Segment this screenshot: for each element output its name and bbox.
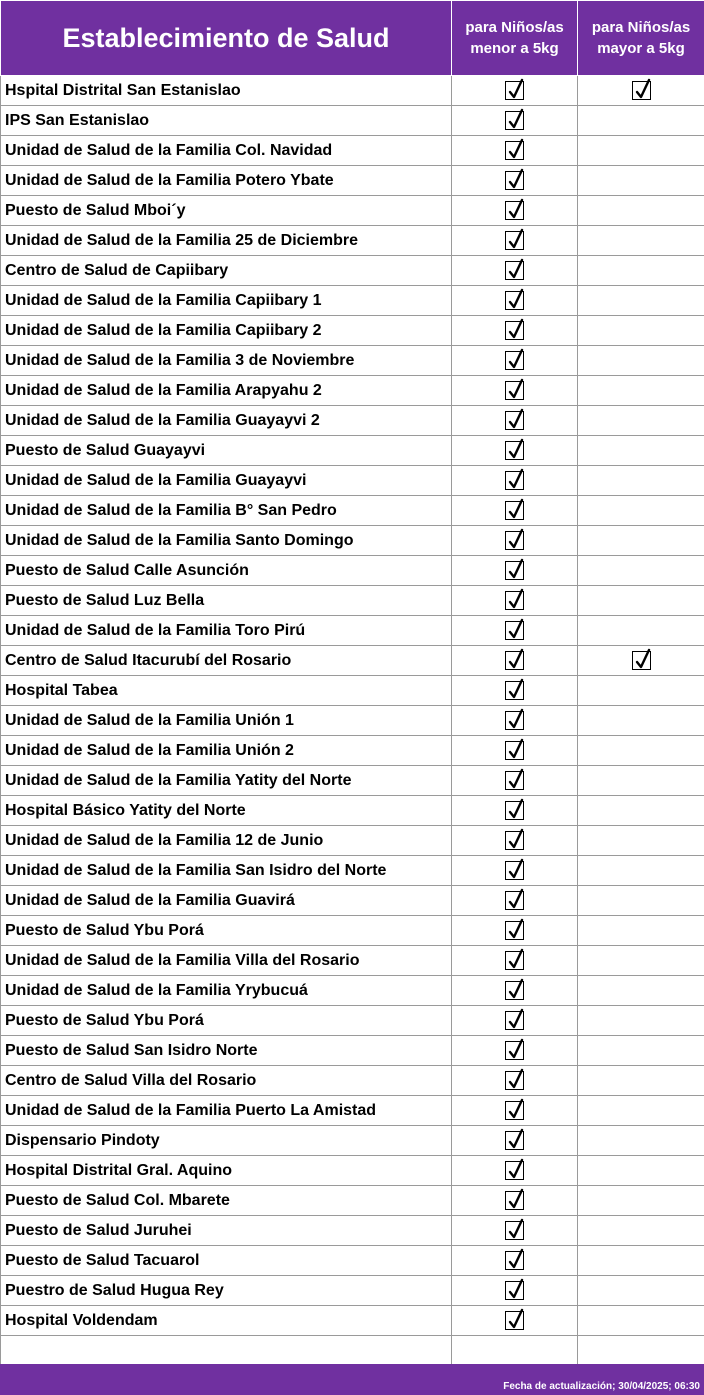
cell-mayor-5kg bbox=[578, 226, 704, 256]
cell-menor-5kg bbox=[452, 676, 578, 706]
cell-menor-5kg bbox=[452, 406, 578, 436]
cell-menor-5kg bbox=[452, 1186, 578, 1216]
checkbox-checked-icon bbox=[505, 891, 524, 910]
checkbox-checked-icon bbox=[505, 411, 524, 430]
cell-menor-5kg bbox=[452, 946, 578, 976]
checkbox-checked-icon bbox=[505, 81, 524, 100]
cell-menor-5kg bbox=[452, 1126, 578, 1156]
cell-menor-5kg bbox=[452, 1306, 578, 1336]
establishment-name: Unidad de Salud de la Familia Yatity del Norte bbox=[1, 766, 452, 796]
table-row bbox=[1, 616, 704, 646]
cell-menor-5kg bbox=[452, 706, 578, 736]
cell-mayor-5kg bbox=[578, 946, 704, 976]
checkbox-checked-icon bbox=[505, 1221, 524, 1240]
cell-mayor-5kg bbox=[578, 856, 704, 886]
cell-mayor-5kg bbox=[578, 1216, 704, 1246]
establishment-name: Unidad de Salud de la Familia Guayayvi bbox=[1, 466, 452, 496]
checkbox-checked-icon bbox=[505, 351, 524, 370]
establishment-name: Hospital Distrital Gral. Aquino bbox=[1, 1156, 452, 1186]
table-row bbox=[1, 526, 704, 556]
cell-menor-5kg bbox=[452, 886, 578, 916]
establishment-name: Unidad de Salud de la Familia Santo Domingo bbox=[1, 526, 452, 556]
table-row bbox=[1, 826, 704, 856]
checkbox-checked-icon bbox=[505, 681, 524, 700]
cell-mayor-5kg bbox=[578, 1246, 704, 1276]
establishment-name: Unidad de Salud de la Familia Arapyahu 2 bbox=[1, 376, 452, 406]
table-row bbox=[1, 1276, 704, 1306]
cell-menor-5kg bbox=[452, 1066, 578, 1096]
checkbox-checked-icon bbox=[505, 201, 524, 220]
checkbox-checked-icon bbox=[505, 171, 524, 190]
cell-mayor-5kg bbox=[578, 346, 704, 376]
checkbox-checked-icon bbox=[505, 291, 524, 310]
header-col-mayor-line2: mayor a 5kg bbox=[597, 40, 685, 57]
checkbox-checked-icon bbox=[505, 861, 524, 880]
checkbox-checked-icon bbox=[505, 741, 524, 760]
cell-mayor-5kg bbox=[578, 436, 704, 466]
cell-mayor-5kg bbox=[578, 376, 704, 406]
cell-menor-5kg bbox=[452, 1246, 578, 1276]
cell-mayor-5kg bbox=[578, 406, 704, 436]
establishment-name: Unidad de Salud de la Familia Potero Ybate bbox=[1, 166, 452, 196]
cell-mayor-5kg bbox=[578, 1006, 704, 1036]
footer-update-date: Fecha de actualización; 30/04/2025; 06:30 bbox=[503, 1381, 700, 1392]
empty-cell bbox=[452, 1336, 578, 1366]
establishment-name: Puesto de Salud Calle Asunción bbox=[1, 556, 452, 586]
table-row bbox=[1, 406, 704, 436]
establishment-name: Hospital Básico Yatity del Norte bbox=[1, 796, 452, 826]
cell-menor-5kg bbox=[452, 526, 578, 556]
establishment-name: Puesto de Salud San Isidro Norte bbox=[1, 1036, 452, 1066]
checkbox-checked-icon bbox=[505, 441, 524, 460]
cell-menor-5kg bbox=[452, 826, 578, 856]
cell-mayor-5kg bbox=[578, 1036, 704, 1066]
cell-menor-5kg bbox=[452, 616, 578, 646]
checkbox-checked-icon bbox=[505, 471, 524, 490]
cell-mayor-5kg bbox=[578, 136, 704, 166]
checkbox-checked-icon bbox=[505, 651, 524, 670]
table-row bbox=[1, 1306, 704, 1336]
cell-menor-5kg bbox=[452, 1276, 578, 1306]
table-row bbox=[1, 496, 704, 526]
cell-mayor-5kg bbox=[578, 76, 704, 106]
establishment-name: Centro de Salud Itacurubí del Rosario bbox=[1, 646, 452, 676]
cell-mayor-5kg bbox=[578, 256, 704, 286]
table-row bbox=[1, 1186, 704, 1216]
establishment-name: Puesto de Salud Guayayvi bbox=[1, 436, 452, 466]
checkbox-checked-icon bbox=[632, 651, 651, 670]
checkbox-checked-icon bbox=[505, 591, 524, 610]
header-col-menor-line2: menor a 5kg bbox=[470, 40, 559, 57]
establishment-name: Puesto de Salud Col. Mbarete bbox=[1, 1186, 452, 1216]
cell-menor-5kg bbox=[452, 496, 578, 526]
table-row bbox=[1, 1066, 704, 1096]
establishment-name: Unidad de Salud de la Familia Unión 2 bbox=[1, 736, 452, 766]
cell-mayor-5kg bbox=[578, 766, 704, 796]
cell-mayor-5kg bbox=[578, 1126, 704, 1156]
table-row bbox=[1, 1156, 704, 1186]
checkbox-checked-icon bbox=[505, 1281, 524, 1300]
cell-mayor-5kg bbox=[578, 796, 704, 826]
establishment-name: Unidad de Salud de la Familia Puerto La Amistad bbox=[1, 1096, 452, 1126]
cell-mayor-5kg bbox=[578, 886, 704, 916]
cell-mayor-5kg bbox=[578, 286, 704, 316]
cell-mayor-5kg bbox=[578, 1306, 704, 1336]
cell-menor-5kg bbox=[452, 436, 578, 466]
establishment-name: Puestro de Salud Hugua Rey bbox=[1, 1276, 452, 1306]
cell-mayor-5kg bbox=[578, 1156, 704, 1186]
checkbox-checked-icon bbox=[632, 81, 651, 100]
table-row bbox=[1, 1216, 704, 1246]
checkbox-checked-icon bbox=[505, 1251, 524, 1270]
cell-mayor-5kg bbox=[578, 916, 704, 946]
checkbox-checked-icon bbox=[505, 1191, 524, 1210]
checkbox-checked-icon bbox=[505, 981, 524, 1000]
cell-mayor-5kg bbox=[578, 706, 704, 736]
table-row bbox=[1, 916, 704, 946]
table-row bbox=[1, 796, 704, 826]
checkbox-checked-icon bbox=[505, 1041, 524, 1060]
cell-menor-5kg bbox=[452, 346, 578, 376]
cell-menor-5kg bbox=[452, 736, 578, 766]
establishment-name: Unidad de Salud de la Familia Yrybucuá bbox=[1, 976, 452, 1006]
table-row bbox=[1, 316, 704, 346]
table-row bbox=[1, 286, 704, 316]
table-row bbox=[1, 586, 704, 616]
cell-mayor-5kg bbox=[578, 556, 704, 586]
table-row bbox=[1, 256, 704, 286]
checkbox-checked-icon bbox=[505, 951, 524, 970]
establishment-name: Puesto de Salud Tacuarol bbox=[1, 1246, 452, 1276]
header-title: Establecimiento de Salud bbox=[1, 1, 452, 76]
establishment-name: Centro de Salud de Capiibary bbox=[1, 256, 452, 286]
establishment-name: Puesto de Salud Juruhei bbox=[1, 1216, 452, 1246]
checkbox-checked-icon bbox=[505, 141, 524, 160]
cell-mayor-5kg bbox=[578, 526, 704, 556]
establishment-name: Centro de Salud Villa del Rosario bbox=[1, 1066, 452, 1096]
establishment-name: Unidad de Salud de la Familia Col. Navidad bbox=[1, 136, 452, 166]
table-row bbox=[1, 676, 704, 706]
cell-menor-5kg bbox=[452, 226, 578, 256]
establishment-name: Puesto de Salud Mboi´y bbox=[1, 196, 452, 226]
checkbox-checked-icon bbox=[505, 711, 524, 730]
checkbox-checked-icon bbox=[505, 381, 524, 400]
cell-menor-5kg bbox=[452, 196, 578, 226]
empty-row bbox=[1, 1336, 704, 1366]
table-row bbox=[1, 76, 704, 106]
cell-menor-5kg bbox=[452, 856, 578, 886]
cell-menor-5kg bbox=[452, 136, 578, 166]
cell-menor-5kg bbox=[452, 1156, 578, 1186]
cell-mayor-5kg bbox=[578, 466, 704, 496]
table-row bbox=[1, 886, 704, 916]
table-row bbox=[1, 106, 704, 136]
establishment-name: Unidad de Salud de la Familia San Isidro del Norte bbox=[1, 856, 452, 886]
checkbox-checked-icon bbox=[505, 231, 524, 250]
table-row bbox=[1, 226, 704, 256]
cell-mayor-5kg bbox=[578, 106, 704, 136]
establishment-name: Unidad de Salud de la Familia 12 de Junio bbox=[1, 826, 452, 856]
header-col-menor bbox=[452, 1, 578, 76]
checkbox-checked-icon bbox=[505, 801, 524, 820]
header-col-mayor-line1: para Niños/as bbox=[591, 19, 691, 36]
header-col-menor-line1: para Niños/as bbox=[465, 19, 564, 36]
cell-mayor-5kg bbox=[578, 496, 704, 526]
table-row bbox=[1, 136, 704, 166]
cell-mayor-5kg bbox=[578, 586, 704, 616]
cell-menor-5kg bbox=[452, 646, 578, 676]
establishment-name: Puesto de Salud Ybu Porá bbox=[1, 916, 452, 946]
table-row bbox=[1, 646, 704, 676]
checkbox-checked-icon bbox=[505, 771, 524, 790]
cell-menor-5kg bbox=[452, 376, 578, 406]
empty-cell bbox=[1, 1336, 452, 1366]
cell-menor-5kg bbox=[452, 556, 578, 586]
table-row bbox=[1, 436, 704, 466]
establishment-name: Unidad de Salud de la Familia Capiibary 1 bbox=[1, 286, 452, 316]
cell-mayor-5kg bbox=[578, 1186, 704, 1216]
cell-menor-5kg bbox=[452, 916, 578, 946]
establishment-name: Puesto de Salud Luz Bella bbox=[1, 586, 452, 616]
checkbox-checked-icon bbox=[505, 261, 524, 280]
table-row bbox=[1, 736, 704, 766]
establishment-name: Unidad de Salud de la Familia 25 de Diciembre bbox=[1, 226, 452, 256]
checkbox-checked-icon bbox=[505, 501, 524, 520]
establishment-name: Dispensario Pindoty bbox=[1, 1126, 452, 1156]
checkbox-checked-icon bbox=[505, 621, 524, 640]
cell-menor-5kg bbox=[452, 1096, 578, 1126]
cell-mayor-5kg bbox=[578, 1096, 704, 1126]
cell-menor-5kg bbox=[452, 106, 578, 136]
table-row bbox=[1, 856, 704, 886]
establishment-name: Unidad de Salud de la Familia B° San Pedro bbox=[1, 496, 452, 526]
cell-menor-5kg bbox=[452, 586, 578, 616]
cell-mayor-5kg bbox=[578, 976, 704, 1006]
checkbox-checked-icon bbox=[505, 921, 524, 940]
establishment-name: IPS San Estanislao bbox=[1, 106, 452, 136]
cell-mayor-5kg bbox=[578, 646, 704, 676]
cell-menor-5kg bbox=[452, 166, 578, 196]
table-row bbox=[1, 466, 704, 496]
cell-mayor-5kg bbox=[578, 1066, 704, 1096]
cell-menor-5kg bbox=[452, 766, 578, 796]
table-row bbox=[1, 1126, 704, 1156]
cell-mayor-5kg bbox=[578, 316, 704, 346]
cell-menor-5kg bbox=[452, 1036, 578, 1066]
checkbox-checked-icon bbox=[505, 1311, 524, 1330]
table-row bbox=[1, 196, 704, 226]
cell-menor-5kg bbox=[452, 316, 578, 346]
cell-menor-5kg bbox=[452, 256, 578, 286]
checkbox-checked-icon bbox=[505, 561, 524, 580]
cell-menor-5kg bbox=[452, 796, 578, 826]
establishment-name: Unidad de Salud de la Familia Guayayvi 2 bbox=[1, 406, 452, 436]
establishment-name: Unidad de Salud de la Familia Toro Pirú bbox=[1, 616, 452, 646]
establishment-name: Hospital Tabea bbox=[1, 676, 452, 706]
cell-mayor-5kg bbox=[578, 166, 704, 196]
header-col-mayor bbox=[578, 1, 704, 76]
checkbox-checked-icon bbox=[505, 321, 524, 340]
footer-bar bbox=[0, 1364, 704, 1395]
table-row bbox=[1, 1006, 704, 1036]
establishment-name: Unidad de Salud de la Familia Villa del Rosario bbox=[1, 946, 452, 976]
cell-mayor-5kg bbox=[578, 616, 704, 646]
cell-menor-5kg bbox=[452, 286, 578, 316]
cell-menor-5kg bbox=[452, 1216, 578, 1246]
cell-menor-5kg bbox=[452, 76, 578, 106]
table-row bbox=[1, 1036, 704, 1066]
checkbox-checked-icon bbox=[505, 1131, 524, 1150]
cell-mayor-5kg bbox=[578, 1276, 704, 1306]
table-row bbox=[1, 346, 704, 376]
empty-cell bbox=[578, 1336, 704, 1366]
table-row bbox=[1, 376, 704, 406]
checkbox-checked-icon bbox=[505, 831, 524, 850]
establishment-name: Unidad de Salud de la Familia Unión 1 bbox=[1, 706, 452, 736]
table-body bbox=[1, 76, 704, 1366]
checkbox-checked-icon bbox=[505, 111, 524, 130]
table-row bbox=[1, 706, 704, 736]
checkbox-checked-icon bbox=[505, 1011, 524, 1030]
table-row bbox=[1, 976, 704, 1006]
checkbox-checked-icon bbox=[505, 1161, 524, 1180]
checkbox-checked-icon bbox=[505, 1101, 524, 1120]
table-row bbox=[1, 946, 704, 976]
cell-mayor-5kg bbox=[578, 196, 704, 226]
establishment-name: Unidad de Salud de la Familia Guavirá bbox=[1, 886, 452, 916]
cell-mayor-5kg bbox=[578, 826, 704, 856]
cell-mayor-5kg bbox=[578, 676, 704, 706]
establishment-name: Hspital Distrital San Estanislao bbox=[1, 76, 452, 106]
cell-mayor-5kg bbox=[578, 736, 704, 766]
table-row bbox=[1, 556, 704, 586]
checkbox-checked-icon bbox=[505, 531, 524, 550]
establishment-name: Unidad de Salud de la Familia 3 de Noviembre bbox=[1, 346, 452, 376]
establishment-name: Hospital Voldendam bbox=[1, 1306, 452, 1336]
table-row bbox=[1, 166, 704, 196]
table-row bbox=[1, 766, 704, 796]
cell-menor-5kg bbox=[452, 466, 578, 496]
table-row bbox=[1, 1246, 704, 1276]
table-row bbox=[1, 1096, 704, 1126]
table-header-row bbox=[1, 1, 704, 76]
establishment-name: Unidad de Salud de la Familia Capiibary 2 bbox=[1, 316, 452, 346]
establishment-name: Puesto de Salud Ybu Porá bbox=[1, 1006, 452, 1036]
cell-menor-5kg bbox=[452, 976, 578, 1006]
checkbox-checked-icon bbox=[505, 1071, 524, 1090]
cell-menor-5kg bbox=[452, 1006, 578, 1036]
